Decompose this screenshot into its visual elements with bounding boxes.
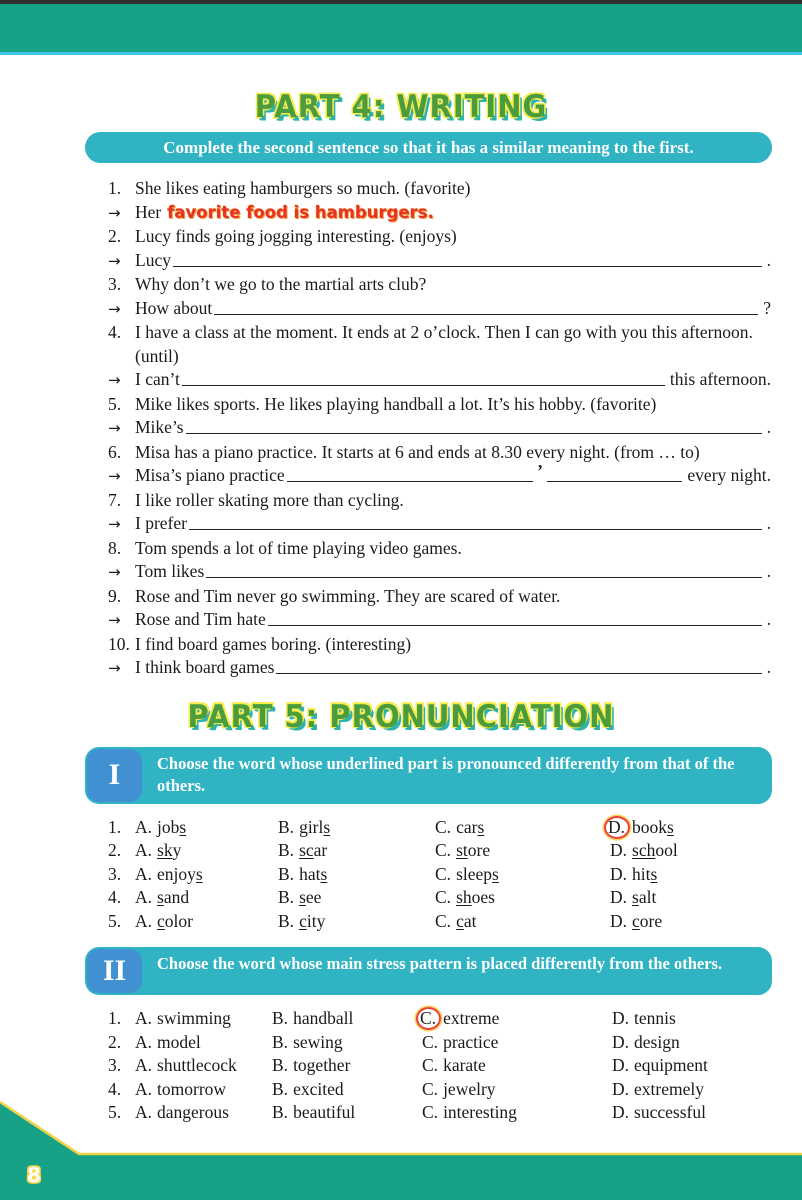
underlined-part: s [667, 816, 674, 837]
option-word [456, 887, 495, 907]
option-row [108, 863, 771, 887]
word-part: shuttlecock [157, 1055, 237, 1075]
answer-suffix: . [766, 609, 771, 629]
underlined-part: sk [157, 840, 173, 860]
row-number: 5. [108, 910, 122, 931]
word-part: design [634, 1031, 680, 1052]
word-part: successful [634, 1102, 706, 1122]
word-part: model [157, 1031, 201, 1052]
option [610, 910, 771, 934]
section-I-rows [108, 816, 771, 934]
option-word [634, 1055, 708, 1075]
part4-title: PART 4: WRITING [254, 88, 548, 125]
answer-suffix: . [766, 513, 771, 533]
answer-suffix: this afternoon. [669, 369, 771, 389]
word-part: tennis [634, 1008, 676, 1028]
answer-blank [189, 527, 762, 530]
option-letter-circled: D. [604, 816, 630, 839]
option [135, 1007, 272, 1031]
option [135, 839, 278, 863]
word-part: excited [293, 1078, 344, 1099]
answer-suffix: . [766, 657, 771, 677]
word-part: oes [471, 887, 495, 907]
page-number: 8 [27, 1163, 41, 1187]
word-part: alt [638, 887, 657, 907]
option-word [157, 1008, 231, 1028]
arrow-icon: → [108, 467, 121, 485]
underlined-part: s [320, 863, 328, 884]
option-letter: B. [272, 1055, 289, 1075]
word-part: dangerous [157, 1102, 229, 1122]
answer-line [108, 416, 771, 441]
word-part: swimming [157, 1008, 231, 1028]
exercise-number: 7. [108, 489, 122, 510]
answer-prefix: How about [135, 297, 213, 318]
option-word [456, 817, 484, 837]
section-I-instruction: Choose the word whose underlined part is pronounced differently from that of the others. [157, 753, 735, 795]
option-row [108, 1054, 771, 1078]
option [435, 816, 610, 840]
option-letter: D. [612, 1008, 630, 1028]
option-word [443, 1008, 499, 1028]
option [422, 1054, 612, 1078]
underlined-part: c [632, 910, 640, 931]
exercise-text: Why don’t we go to the martial arts club? [135, 274, 427, 294]
answer-blank [287, 479, 533, 482]
exercise-prompt [108, 489, 771, 513]
answer-prefix: Tom likes [135, 561, 205, 581]
option [272, 1007, 422, 1031]
option [278, 839, 435, 863]
option-letter: D. [612, 1102, 630, 1122]
underlined-part: s [477, 816, 485, 837]
exercise-prompt [108, 225, 771, 249]
blank-mark: ’ [537, 461, 543, 481]
answer-line [108, 461, 771, 489]
exercise-number: 10. [108, 633, 130, 654]
option-letter: A. [135, 1102, 153, 1122]
exercise-prompt [108, 633, 771, 657]
section-II-instruction: Choose the word whose main stress pattern is placed differently from the others. [157, 954, 723, 973]
exercise-prompt [108, 177, 771, 201]
writing-instruction-banner [85, 132, 772, 163]
option [135, 1078, 272, 1102]
underlined-part: s [632, 887, 639, 907]
answer-line [108, 608, 771, 633]
option [278, 910, 435, 934]
option-letter: B. [272, 1008, 289, 1028]
answer-line [108, 512, 771, 537]
option-word [443, 1055, 486, 1075]
option-letter: C. [435, 887, 452, 907]
exercise-prompt [108, 393, 771, 417]
option [610, 863, 771, 887]
word-part: handball [293, 1008, 354, 1028]
option-word [157, 1055, 237, 1075]
exercise-number: 8. [108, 537, 122, 558]
answer-suffix: . [766, 249, 771, 270]
exercise-prompt [108, 273, 771, 297]
option-word [443, 1032, 498, 1052]
option-letter: C. [422, 1078, 439, 1099]
option-letter: B. [278, 816, 295, 837]
option-word [456, 840, 490, 860]
option-word [634, 1008, 676, 1028]
option [135, 1031, 272, 1055]
word-part: ool [655, 840, 678, 860]
word-part: ore [467, 840, 491, 860]
answer-suffix: . [766, 561, 771, 581]
answer-blank [547, 479, 683, 482]
word-part: extremely [634, 1078, 704, 1099]
arrow-icon: → [108, 611, 121, 629]
exercise-number: 5. [108, 393, 122, 414]
exercise-text: I have a class at the moment. It ends at 2 o’clock. Then I can go with you this afternoon. (until) [135, 322, 753, 366]
option-letter: A. [135, 910, 153, 931]
option-word [634, 1032, 680, 1052]
option-letter: B. [272, 1078, 289, 1099]
option-letter: D. [610, 887, 628, 907]
exercise-number: 2. [108, 226, 122, 246]
option-letter: C. [435, 863, 452, 884]
exercise-text: She likes eating hamburgers so much. (favorite) [135, 178, 471, 198]
underlined-part: s [299, 887, 306, 907]
arrow-icon: → [108, 563, 121, 581]
word-part: olor [164, 910, 193, 931]
exercise-text: Misa has a piano practice. It starts at 6 and ends at 8.30 every night. (from … to) [135, 441, 700, 462]
option-letter: D. [612, 1078, 630, 1099]
option-letter: A. [135, 1078, 153, 1099]
exercise-prompt [108, 585, 771, 609]
arrow-icon: → [108, 515, 121, 533]
option-row [108, 910, 771, 934]
underlined-part: sc [299, 840, 314, 860]
answer-prefix: Misa’s piano practice [135, 465, 285, 485]
exercise-number: 6. [108, 441, 122, 462]
option-word [299, 887, 321, 907]
option-word [299, 840, 327, 860]
answer-suffix: ? [763, 297, 771, 318]
answer-suffix: every night. [687, 465, 771, 485]
pronunciation-sections [0, 747, 802, 1125]
word-part: karate [443, 1055, 486, 1075]
option-row [108, 1078, 771, 1102]
word-part: practice [443, 1031, 499, 1052]
word-part: job [157, 816, 180, 837]
option-letter: A. [135, 816, 153, 837]
word-part: and [163, 887, 190, 907]
word-part: girl [299, 816, 324, 837]
option-word [293, 1055, 350, 1075]
row-number: 3. [108, 863, 122, 884]
word-part: hat [299, 863, 321, 884]
option-word [632, 864, 657, 884]
option-row [108, 886, 771, 910]
option [422, 1078, 612, 1102]
option [135, 910, 278, 934]
option-letter: D. [610, 910, 628, 931]
word-part: ar [313, 840, 328, 860]
option [612, 1078, 771, 1102]
option [610, 816, 771, 840]
option-word [157, 864, 203, 884]
option-letter: D. [610, 840, 628, 860]
word-part: beautiful [293, 1102, 356, 1122]
exercise-number: 4. [108, 322, 122, 342]
answer-line [108, 201, 771, 226]
underlined-part: sch [632, 840, 656, 860]
option-letter: B. [278, 887, 295, 907]
answer-line [108, 560, 771, 585]
option [278, 886, 435, 910]
option-word [299, 911, 325, 931]
exercise-text: Mike likes sports. He likes playing handball a lot. It’s his hobby. (favorite) [135, 393, 657, 414]
option [278, 816, 435, 840]
option-word [299, 864, 327, 884]
exercise-prompt [108, 537, 771, 561]
row-number: 4. [108, 887, 122, 907]
option-word [632, 887, 656, 907]
exercise-prompt [108, 441, 771, 465]
option-letter: A. [135, 863, 153, 884]
underlined-part: sh [456, 887, 472, 907]
answer-blank [173, 264, 762, 267]
option-word [443, 1079, 495, 1099]
option [435, 886, 610, 910]
option [612, 1054, 771, 1078]
option-word [293, 1008, 353, 1028]
option [135, 816, 278, 840]
answer-blank [276, 671, 761, 674]
underlined-part: s [157, 887, 164, 907]
row-number: 2. [108, 840, 122, 860]
option-word [157, 911, 193, 931]
word-part: jewelry [443, 1078, 496, 1099]
option-letter: C. [435, 816, 452, 837]
option-letter: C. [435, 910, 452, 931]
exercise-text: I like roller skating more than cycling. [135, 489, 404, 510]
answer-blank [186, 431, 762, 434]
option-letter: A. [135, 1008, 153, 1028]
word-part: extreme [443, 1008, 500, 1028]
exercise-text: I find board games boring. (interesting) [135, 633, 412, 654]
answer-line [108, 656, 771, 681]
option-letter: B. [278, 840, 295, 860]
option-letter-circled: C. [416, 1007, 441, 1030]
row-number: 2. [108, 1031, 122, 1052]
answer-prefix: I can’t [135, 369, 180, 389]
underlined-part: c [456, 910, 464, 931]
option [135, 863, 278, 887]
exercise-text: Rose and Tim never go swimming. They are scared of water. [135, 585, 561, 606]
option-word [299, 817, 330, 837]
word-part: car [456, 816, 478, 837]
answer-blank [206, 575, 761, 578]
word-part: ore [639, 910, 663, 931]
part5-title: PART 5: PRONUNCIATION [187, 697, 615, 734]
writing-instruction-text: Complete the second sentence so that it has a similar meaning to the first. [163, 138, 694, 157]
exercise-prompt [108, 321, 771, 368]
option-word [456, 911, 476, 931]
word-part: together [293, 1055, 351, 1075]
answer-blank [268, 623, 762, 626]
option [272, 1078, 422, 1102]
word-part: enjoy [157, 863, 196, 884]
option [135, 886, 278, 910]
answer-prefix: Her [135, 201, 162, 222]
option-letter: D. [612, 1031, 630, 1052]
option-letter: B. [272, 1102, 289, 1122]
answer-line [108, 249, 771, 274]
word-part: ee [305, 887, 322, 907]
option-letter: B. [278, 910, 295, 931]
exercise-number: 9. [108, 585, 122, 606]
option [422, 1007, 612, 1031]
filled-answer: favorite food is hamburgers. [167, 202, 434, 222]
answer-prefix: I prefer [135, 513, 187, 533]
option [272, 1054, 422, 1078]
option [435, 839, 610, 863]
arrow-icon: → [108, 203, 121, 222]
exercise-number: 3. [108, 274, 122, 294]
word-part: hit [632, 863, 651, 884]
arrow-icon: → [108, 371, 121, 389]
option [422, 1031, 612, 1055]
answer-prefix: Lucy [135, 249, 171, 270]
answer-blank [214, 312, 758, 315]
option-word [293, 1032, 343, 1052]
word-part: y [172, 840, 182, 860]
option-word [157, 1032, 201, 1052]
option-letter: B. [272, 1031, 289, 1052]
option [610, 839, 771, 863]
option-word [632, 911, 662, 931]
exercise-text: Tom spends a lot of time playing video games. [135, 537, 462, 558]
row-number: 5. [108, 1102, 122, 1122]
answer-line [108, 297, 771, 322]
option-letter: D. [610, 863, 628, 884]
option-letter: A. [135, 1031, 153, 1052]
answer-suffix: . [766, 417, 771, 437]
writing-list [108, 177, 771, 681]
word-part: tomorrow [157, 1078, 227, 1099]
answer-prefix: Rose and Tim hate [135, 609, 266, 629]
option-word [632, 840, 678, 860]
option [135, 1054, 272, 1078]
answer-line [108, 368, 771, 393]
section-I-banner [85, 747, 772, 804]
arrow-icon: → [108, 251, 121, 270]
exercise-number: 1. [108, 178, 122, 198]
word-part: book [632, 816, 668, 837]
option-letter: C. [422, 1102, 439, 1122]
underlined-part: s [195, 863, 203, 884]
option-letter: C. [422, 1031, 439, 1052]
answer-blank [182, 383, 665, 386]
option-word [456, 864, 499, 884]
section-II-banner [85, 947, 772, 995]
option [610, 886, 771, 910]
option [278, 863, 435, 887]
answer-prefix: I think board games [135, 657, 275, 677]
option-word [632, 817, 674, 837]
option-letter: C. [435, 840, 452, 860]
row-number: 4. [108, 1078, 122, 1099]
underlined-part: st [456, 840, 468, 860]
option-row [108, 839, 771, 863]
arrow-icon: → [108, 659, 121, 677]
row-number: 3. [108, 1055, 122, 1075]
section-II-tab: II [87, 949, 142, 993]
word-part: sewing [293, 1031, 343, 1052]
option [612, 1031, 771, 1055]
underlined-part: s [492, 863, 499, 884]
row-number: 1. [108, 1008, 122, 1028]
option-letter: B. [278, 863, 295, 884]
row-number: 1. [108, 816, 122, 837]
word-part: interesting [443, 1102, 517, 1122]
option [435, 863, 610, 887]
option-word [157, 887, 189, 907]
option-letter: A. [135, 887, 153, 907]
underlined-part: s [650, 863, 658, 884]
option-row [108, 1031, 771, 1055]
option-letter: A. [135, 840, 153, 860]
section-I-tab: I [87, 749, 142, 802]
option-letter: D. [612, 1055, 630, 1075]
word-part: ity [306, 910, 326, 931]
option [272, 1031, 422, 1055]
word-part: sleep [456, 863, 493, 884]
underlined-part: c [299, 910, 307, 931]
arrow-icon: → [108, 419, 121, 437]
answer-prefix: Mike’s [135, 417, 184, 437]
option-letter: A. [135, 1055, 153, 1075]
option-word [157, 1079, 226, 1099]
word-part: at [463, 910, 477, 931]
underlined-part: s [323, 816, 331, 837]
option-letter: C. [422, 1055, 439, 1075]
option-word [157, 817, 186, 837]
word-part: equipment [634, 1055, 708, 1075]
option-word [634, 1079, 704, 1099]
underlined-part: c [157, 910, 165, 931]
exercise-text: Lucy finds going jogging interesting. (enjoys) [135, 226, 457, 246]
option-row [108, 1007, 771, 1031]
option-row [108, 816, 771, 840]
option-word [293, 1079, 344, 1099]
option [612, 1007, 771, 1031]
option-word [157, 840, 181, 860]
underlined-part: s [179, 816, 187, 837]
footer-green-band [0, 1100, 802, 1200]
option [435, 910, 610, 934]
arrow-icon: → [108, 299, 121, 318]
